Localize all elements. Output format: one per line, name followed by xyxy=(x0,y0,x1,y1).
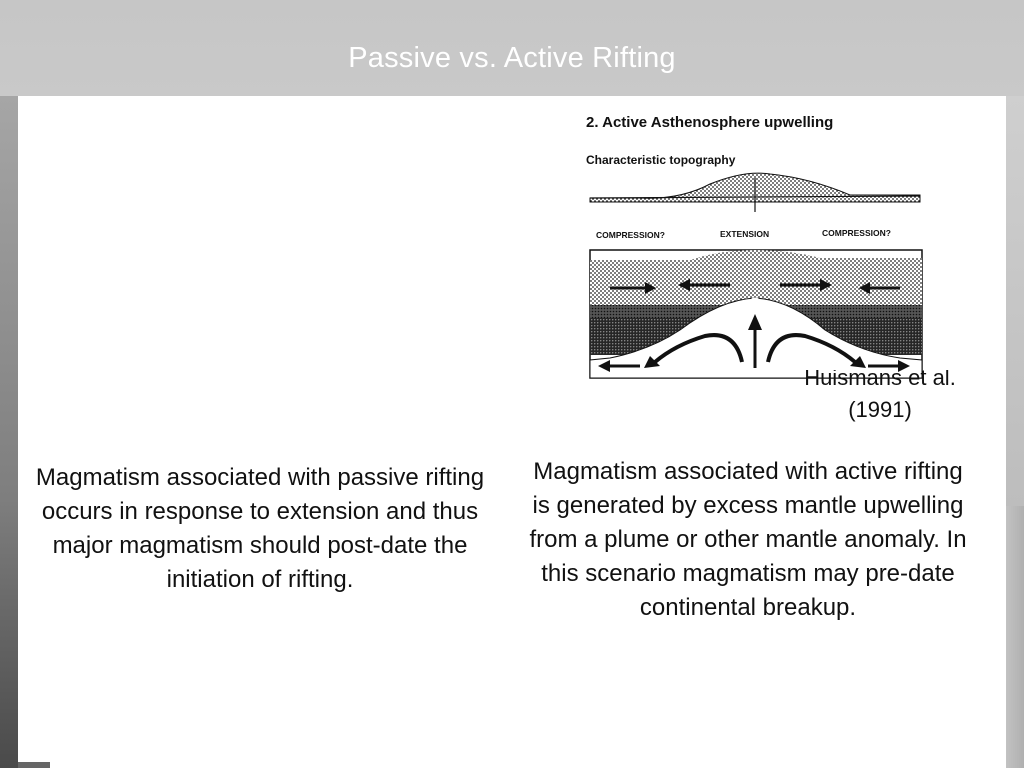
figure-heading: 2. Active Asthenosphere upwelling xyxy=(586,114,834,131)
slide-title: Passive vs. Active Rifting xyxy=(348,42,676,74)
credit-authors-wrap xyxy=(790,370,970,394)
label-extension: EXTENSION xyxy=(720,229,770,239)
credit-authors: Huismans et al. xyxy=(804,370,956,390)
cross-section xyxy=(590,250,922,378)
label-compression-right: COMPRESSION? xyxy=(822,228,891,238)
active-rifting-text: Magmatism associated with active rifting is generated by excess mantle upwelling from a plume or other mantle anomaly. In this scenario magmatism may pre-date continental breakup. xyxy=(529,458,967,621)
right-border xyxy=(1006,96,1024,506)
figure-svg xyxy=(570,100,930,380)
figure-credit xyxy=(790,370,970,426)
figure-subheading: Characteristic topography xyxy=(586,153,736,167)
passive-rifting-text: Magmatism associated with passive rifting occurs in response to extension and thus major magmatism should post-date the initiation of rifting. xyxy=(35,464,485,593)
topography-profile xyxy=(590,173,920,212)
active-upwelling-figure xyxy=(570,100,930,380)
left-border xyxy=(0,96,18,768)
credit-year: (1991) xyxy=(848,397,912,422)
label-compression-left: COMPRESSION? xyxy=(596,230,665,240)
bottom-strip xyxy=(18,762,50,768)
